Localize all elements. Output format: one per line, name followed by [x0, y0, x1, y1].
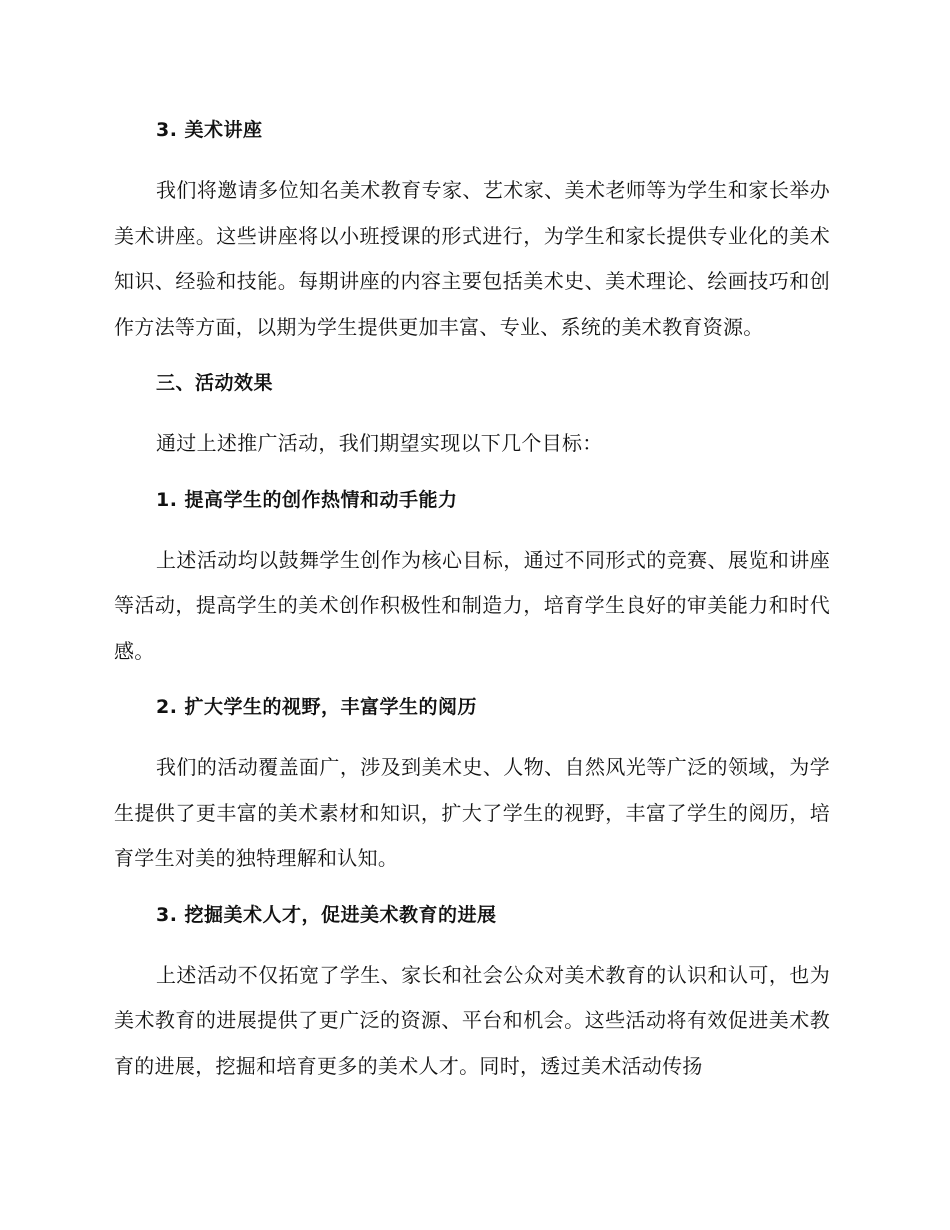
document-page [114, 112, 830, 1104]
section-heading-activity-effects: 三、活动效果 [156, 372, 274, 394]
section-heading-goal-1: 1. 提高学生的创作热情和动手能力 [156, 488, 458, 511]
section-paragraph-activity-effects: 通过上述推广活动，我们期望实现以下几个目标： [156, 431, 603, 455]
section-paragraph-art-lectures: 我们将邀请多位知名美术教育专家、艺术家、美术老师等为学生和家长举办美术讲座。这些讲座将以小班授课的形式进行，为学生和家长提供专业化的美术知识、经验和技能。每期讲座的内容主要包括美术史、美术理论、绘画技巧和创作方法等方面，以期为学生提供更加丰富、专业、系统的美术教育资源。 [114, 178, 830, 339]
section-paragraph-goal-3: 上述活动不仅拓宽了学生、家长和社会公众对美术教育的认识和认可，也为美术教育的进展提供了更广泛的资源、平台和机会。这些活动将有效促进美术教育的进展，挖掘和培育更多的美术人才。同时，透过美术活动传扬 [114, 962, 830, 1078]
section-heading-goal-3: 3. 挖掘美术人才，促进美术教育的进展 [156, 903, 497, 926]
section-paragraph-goal-1: 上述活动均以鼓舞学生创作为核心目标，通过不同形式的竞赛、展览和讲座等活动，提高学生的美术创作积极性和制造力，培育学生良好的审美能力和时代感。 [114, 547, 830, 663]
section-heading-art-lectures: 3. 美术讲座 [156, 119, 263, 141]
section-heading-goal-2: 2. 扩大学生的视野，丰富学生的阅历 [156, 696, 478, 718]
section-paragraph-goal-2: 我们的活动覆盖面广，涉及到美术史、人物、自然风光等广泛的领域，为学生提供了更丰富的美术素材和知识，扩大了学生的视野，丰富了学生的阅历，培育学生对美的独特理解和认知。 [114, 755, 830, 870]
